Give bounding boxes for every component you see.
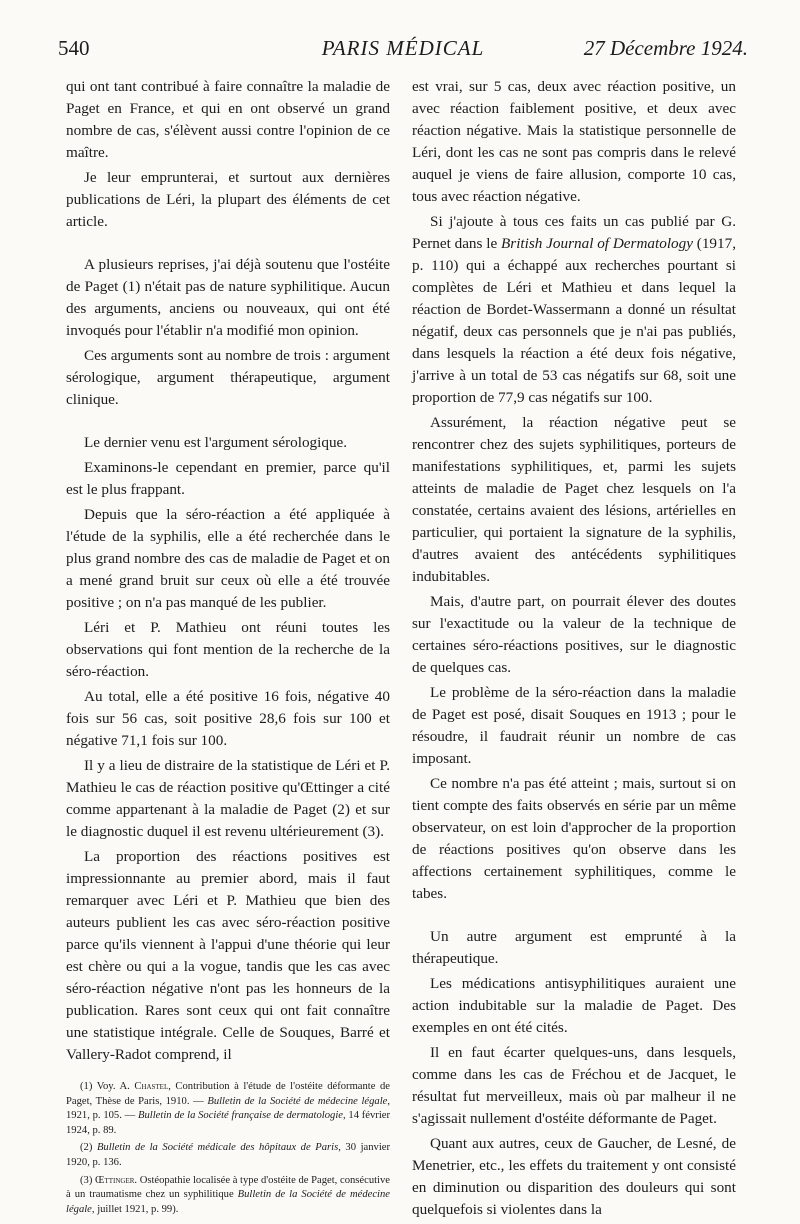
paragraph: Un autre argument est emprunté à la thérapeutique.	[412, 928, 736, 967]
paragraph: Depuis que la séro-réaction a été appliquée à l'étude de la syphilis, elle a été recherchée dans le plus grand nombre des cas de maladie de Paget et on a mené grand bruit sur ceux où elle a été trouvée positive ; on n'a pas manqué de les publier.	[66, 506, 390, 611]
paragraph: est vrai, sur 5 cas, deux avec réaction positive, un avec réaction faiblement positive, et deux avec réaction négative. Mais la statistique personnelle de Léri, dont les cas ne sont pas compris dans le relevé auquel je viens de faire allusion, comporte 10 cas, tous avec réaction négative.	[412, 78, 736, 205]
page-header	[58, 36, 748, 70]
paragraph: Il en faut écarter quelques-uns, dans lesquels, comme dans les cas de Fréchou et de Jacquet, le résultat fut merveilleux, mais où par malheur il ne s'agissait nullement d'ostéite déformante de Paget.	[412, 1044, 736, 1127]
paragraph: La proportion des réactions positives est impressionnante au premier abord, mais il faut remarquer avec Léri et P. Mathieu que bien des auteurs publient les cas avec séro-réaction positive parce qu'ils viennent à l'appui d'une théorie qui leur est chère ou qui a la vogue, tandis que les cas avec séro-réaction négative n'ont pas les honneurs de la publication. Rares sont ceux qui ont fait connaître une statistique intégrale. Celle de Souques, Barré et Vallery-Radot comprend, il	[66, 848, 390, 1063]
paragraph: qui ont tant contribué à faire connaître la maladie de Paget en France, et qui en ont observé un grand nombre de cas, s'élèvent aussi contre l'opinion de ce maître.	[66, 78, 390, 161]
paragraph: Examinons-le cependant en premier, parce qu'il est le plus frappant.	[66, 459, 390, 498]
paragraph: Le dernier venu est l'argument sérologique.	[84, 434, 348, 451]
paragraph: Le problème de la séro-réaction dans la maladie de Paget est posé, disait Souques en 1913 ; pour le résoudre, il faudrait réunir un nombre de cas imposant.	[412, 684, 736, 767]
footnote-2: (2) Bulletin de la Société médicale des hôpitaux de Paris, 30 janvier 1920, p. 136.	[66, 1142, 391, 1168]
paragraph: Au total, elle a été positive 16 fois, négative 40 fois sur 56 cas, soit positive 28,6 fois sur 100 et négative 71,1 fois sur 100.	[66, 688, 390, 749]
paragraph: Il y a lieu de distraire de la statistique de Léri et P. Mathieu le cas de réaction positive qu'Œttinger a cité comme appartenant à la maladie de Paget (2) et sur le diagnostic duquel il est revenu ultérieurement (3).	[66, 757, 390, 840]
footnote-3: (3) Œttinger. Ostéopathie localisée à type d'ostéite de Paget, consécutive à un traumatisme chez un syphilitique Bulletin de la Société de médecine légale, juillet 1921, p. 99).	[66, 1174, 390, 1215]
paragraph: Assurément, la réaction négative peut se rencontrer chez des sujets syphilitiques, porteurs de manifestations syphilitiques, et, parmi les sujets atteints de maladie de Paget chez lesquels on l'a constatée, certains avaient des lésions, artérielles en particulier, qui portaient la signature de la syphilis, d'autres avaient des antécédents syphilitiques indubitables.	[412, 414, 736, 585]
footnotes	[66, 1080, 390, 1217]
journal-title: PARIS MÉDICAL	[321, 36, 485, 60]
paragraph: Ces arguments sont au nombre de trois : argument sérologique, argument thérapeutique, argument clinique.	[66, 347, 390, 408]
left-column	[66, 76, 390, 1220]
paragraph: Léri et P. Mathieu ont réuni toutes les observations qui font mention de la recherche de la séro-réaction.	[66, 619, 390, 680]
paragraph: Mais, d'autre part, on pourrait élever des doutes sur l'exactitude ou la valeur de la technique de certaines séro-réactions positives, sur le diagnostic de quelques cas.	[412, 593, 736, 676]
right-column	[412, 76, 736, 1224]
paragraph: Si j'ajoute à tous ces faits un cas publié par G. Pernet dans le British Journal of Dermatology (1917, p. 110) qui a échappé aux recherches pourtant si complètes de Léri et Mathieu et dans lequel la réaction de Bordet-Wassermann a donné un résultat négatif, deux cas personnels que je n'ai pas publiés, dans lesquels la réaction a été deux fois négative, j'arrive à un total de 53 cas négatifs sur 68, soit une proportion de 77,9 cas négatifs sur 100.	[412, 213, 737, 406]
paragraph: Quant aux autres, ceux de Gaucher, de Lesné, de Menetrier, etc., les effets du traitement y ont consisté en diminution ou disparition des douleurs qui sont quelquefois si violentes dans la	[412, 1135, 736, 1218]
journal-reference: British Journal of Dermatology	[501, 235, 693, 252]
paragraph: Je leur emprunterai, et surtout aux dernières publications de Léri, la plupart des éléments de cet article.	[66, 169, 390, 230]
paragraph: Les médications antisyphilitiques auraient une action indubitable sur la maladie de Paget. Des exemples en ont été cités.	[412, 975, 736, 1036]
paragraph: Ce nombre n'a pas été atteint ; mais, surtout si on tient compte des faits observés en série par un même observateur, on est loin d'approcher de la proportion de réactions positives qu'on observe dans les affections certainement syphilitiques, comme le tabes.	[412, 775, 736, 902]
paragraph: A plusieurs reprises, j'ai déjà soutenu que l'ostéite de Paget (1) n'était pas de nature syphilitique. Aucun des arguments, anciens ou nouveaux, qui ont été invoqués pour l'établir n'a modifié mon opinion.	[66, 256, 390, 339]
page-number: 540	[58, 36, 90, 60]
issue-date: 27 Décembre 1924.	[583, 36, 748, 60]
footnote-1: (1) Voy. A. Chastel, Contribution à l'étude de l'ostéite déformante de Paget, Thèse de Paris, 1910. — Bulletin de la Société de médecine légale, 1921, p. 105. — Bulletin de la Société française de dermatologie, 14 février 1924, p. 89.	[66, 1081, 391, 1136]
